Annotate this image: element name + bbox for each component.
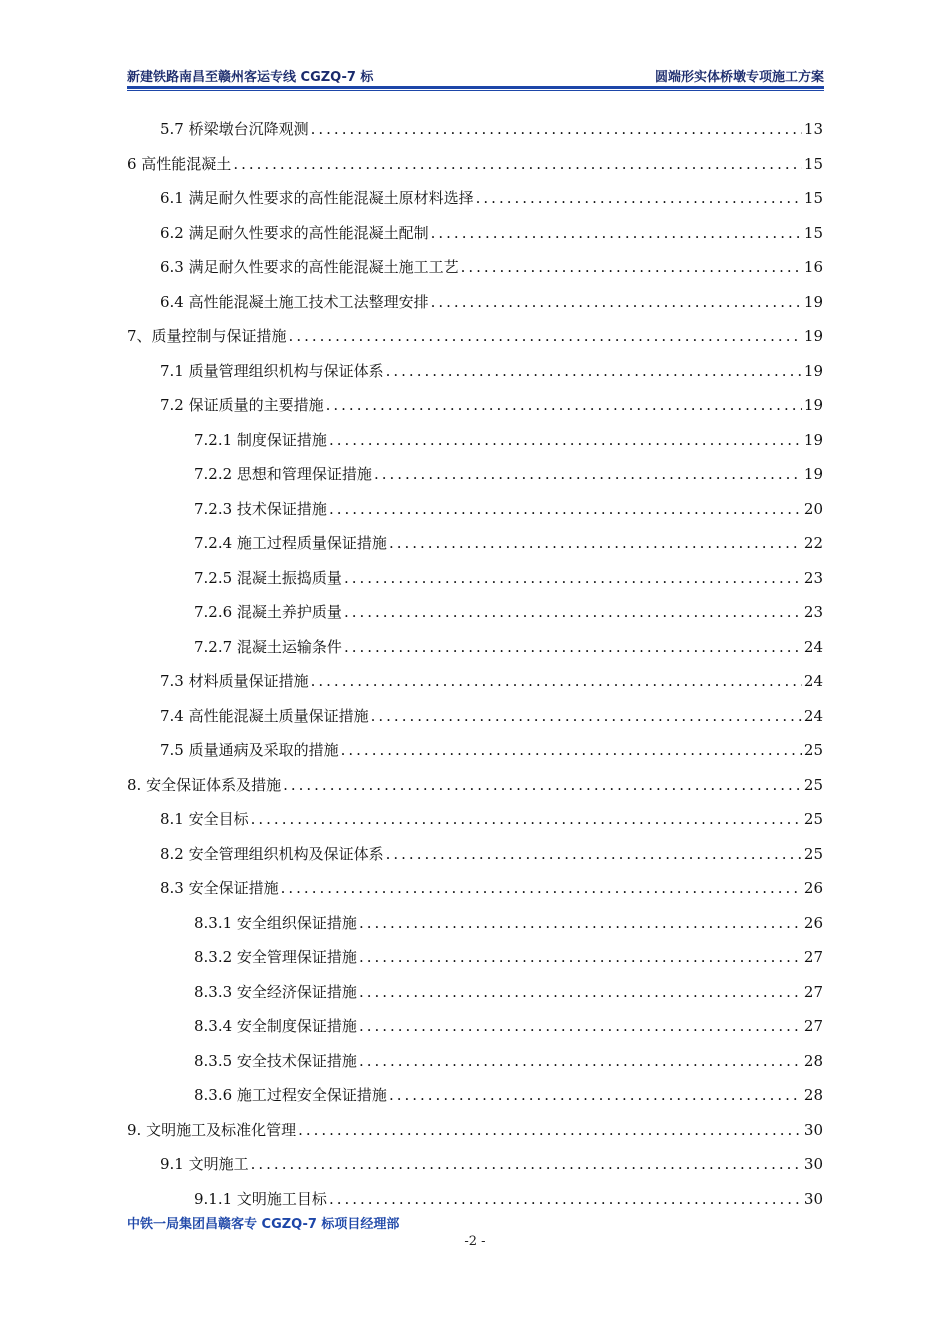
toc-entry-page: 19 bbox=[803, 292, 823, 311]
toc-entry-page: 27 bbox=[803, 948, 823, 966]
toc-entry[interactable] bbox=[127, 1119, 823, 1141]
toc-dot-leader bbox=[359, 912, 802, 934]
toc-dot-leader bbox=[476, 187, 802, 209]
toc-entry[interactable] bbox=[160, 187, 823, 209]
toc-dot-leader bbox=[359, 1015, 802, 1037]
toc-dot-leader bbox=[386, 843, 802, 865]
toc-entry[interactable] bbox=[194, 1050, 823, 1072]
toc-dot-leader bbox=[461, 256, 802, 278]
toc-dot-leader bbox=[359, 1050, 802, 1072]
toc-entry-page: 28 bbox=[803, 1086, 823, 1104]
toc-dot-leader bbox=[251, 1153, 802, 1175]
toc-entry-title: 7.2.1 制度保证措施 bbox=[194, 430, 327, 449]
toc-dot-leader bbox=[359, 981, 802, 1003]
toc-entry-page: 19 bbox=[803, 361, 823, 380]
toc-dot-leader bbox=[281, 877, 802, 899]
toc-entry-page: 23 bbox=[803, 568, 823, 587]
toc-entry[interactable] bbox=[194, 912, 823, 934]
toc-entry-title: 7.2.7 混凝土运输条件 bbox=[194, 637, 342, 656]
toc-entry[interactable] bbox=[160, 291, 823, 313]
toc-entry-page: 28 bbox=[803, 1051, 823, 1070]
toc-entry-title: 5.7 桥梁墩台沉降观测 bbox=[160, 120, 309, 138]
toc-entry[interactable] bbox=[194, 498, 823, 520]
toc-entry-page: 27 bbox=[803, 1017, 823, 1035]
toc-entry-title: 6.1 满足耐久性要求的高性能混凝土原材料选择 bbox=[160, 189, 474, 207]
toc-entry-title: 8.3 安全保证措施 bbox=[160, 879, 279, 897]
toc-dot-leader bbox=[329, 498, 802, 520]
toc-entry-title: 8.3.2 安全管理保证措施 bbox=[194, 948, 357, 966]
toc-entry-title: 8.3.3 安全经济保证措施 bbox=[194, 982, 357, 1001]
toc-entry[interactable] bbox=[194, 946, 823, 968]
toc-entry[interactable] bbox=[127, 153, 823, 175]
toc-entry[interactable] bbox=[160, 739, 823, 761]
toc-entry-title: 7.2.6 混凝土养护质量 bbox=[194, 603, 342, 621]
toc-entry[interactable] bbox=[194, 1188, 823, 1210]
toc-entry[interactable] bbox=[194, 981, 823, 1003]
toc-entry[interactable] bbox=[160, 118, 823, 140]
toc-entry-page: 22 bbox=[803, 534, 823, 552]
toc-dot-leader bbox=[329, 429, 802, 451]
toc-entry-page: 27 bbox=[803, 982, 823, 1001]
toc-entry[interactable] bbox=[127, 774, 823, 796]
toc-dot-leader bbox=[344, 567, 802, 589]
header-rule bbox=[127, 86, 824, 89]
toc-entry-page: 30 bbox=[803, 1189, 823, 1208]
toc-entry[interactable] bbox=[194, 532, 823, 554]
toc-entry[interactable] bbox=[160, 705, 823, 727]
footer-organization: 中铁一局集团昌赣客专 CGZQ-7 标项目经理部 bbox=[127, 1217, 400, 1232]
toc-dot-leader bbox=[386, 360, 802, 382]
toc-dot-leader bbox=[389, 532, 802, 554]
toc-entry-page: 19 bbox=[803, 430, 823, 449]
toc-dot-leader bbox=[251, 808, 802, 830]
toc-dot-leader bbox=[374, 463, 802, 485]
toc-entry-title: 7.2 保证质量的主要措施 bbox=[160, 396, 324, 414]
toc-entry[interactable] bbox=[160, 222, 823, 244]
toc-entry[interactable] bbox=[160, 360, 823, 382]
toc-entry[interactable] bbox=[160, 394, 823, 416]
toc-dot-leader bbox=[344, 636, 802, 658]
toc-entry[interactable] bbox=[194, 463, 823, 485]
toc-entry-title: 8.2 安全管理组织机构及保证体系 bbox=[160, 844, 384, 863]
toc-entry-title: 7.2.4 施工过程质量保证措施 bbox=[194, 534, 387, 552]
toc-dot-leader bbox=[371, 705, 802, 727]
toc-entry[interactable] bbox=[160, 877, 823, 899]
toc-entry[interactable] bbox=[160, 670, 823, 692]
toc-entry[interactable] bbox=[160, 1153, 823, 1175]
header-project-title: 新建铁路南昌至赣州客运专线 CGZQ-7 标 bbox=[127, 70, 374, 85]
toc-dot-leader bbox=[344, 601, 802, 623]
toc-entry[interactable] bbox=[160, 843, 823, 865]
toc-dot-leader bbox=[311, 670, 802, 692]
header-rule-thin bbox=[127, 90, 824, 91]
toc-dot-leader bbox=[326, 394, 802, 416]
toc-entry-page: 13 bbox=[803, 120, 823, 138]
toc-entry[interactable] bbox=[160, 256, 823, 278]
toc-entry-page: 25 bbox=[803, 844, 823, 863]
toc-dot-leader bbox=[329, 1188, 802, 1210]
toc-dot-leader bbox=[431, 222, 802, 244]
toc-entry-title: 6 高性能混凝土 bbox=[127, 154, 232, 173]
toc-entry-title: 8.3.5 安全技术保证措施 bbox=[194, 1051, 357, 1070]
toc-entry-title: 9. 文明施工及标准化管理 bbox=[127, 1120, 297, 1139]
toc-entry[interactable] bbox=[194, 429, 823, 451]
toc-entry-page: 19 bbox=[803, 465, 823, 483]
toc-entry-title: 7.3 材料质量保证措施 bbox=[160, 672, 309, 690]
toc-entry-page: 24 bbox=[803, 637, 823, 656]
toc-entry-title: 7.1 质量管理组织机构与保证体系 bbox=[160, 361, 384, 380]
toc-entry-page: 23 bbox=[803, 603, 823, 621]
toc-entry-title: 7.4 高性能混凝土质量保证措施 bbox=[160, 706, 369, 725]
toc-entry-title: 9.1 文明施工 bbox=[160, 1155, 249, 1173]
toc-dot-leader bbox=[311, 118, 802, 140]
toc-entry[interactable] bbox=[194, 1084, 823, 1106]
toc-entry-title: 7.2.2 思想和管理保证措施 bbox=[194, 465, 372, 483]
toc-entry-title: 8. 安全保证体系及措施 bbox=[127, 775, 282, 794]
toc-entry-title: 8.3.6 施工过程安全保证措施 bbox=[194, 1086, 387, 1104]
toc-entry-page: 20 bbox=[803, 499, 823, 518]
toc-entry-title: 6.3 满足耐久性要求的高性能混凝土施工工艺 bbox=[160, 258, 459, 276]
toc-entry-page: 24 bbox=[803, 672, 823, 690]
toc-entry[interactable] bbox=[127, 325, 823, 347]
toc-dot-leader bbox=[389, 1084, 802, 1106]
toc-entry-page: 30 bbox=[803, 1120, 823, 1139]
toc-entry-page: 24 bbox=[803, 706, 823, 725]
toc-entry-title: 6.4 高性能混凝土施工技术工法整理安排 bbox=[160, 292, 429, 311]
toc-entry-title: 7.5 质量通病及采取的措施 bbox=[160, 741, 339, 759]
toc-entry[interactable] bbox=[194, 1015, 823, 1037]
toc-entry-page: 19 bbox=[803, 396, 823, 414]
toc-entry-page: 15 bbox=[803, 223, 823, 242]
toc-dot-leader bbox=[431, 291, 802, 313]
toc-entry-page: 30 bbox=[803, 1155, 823, 1173]
toc-entry-page: 25 bbox=[803, 741, 823, 759]
toc-entry-title: 8.3.1 安全组织保证措施 bbox=[194, 913, 357, 932]
toc-dot-leader bbox=[233, 153, 802, 175]
toc-entry-title: 8.1 安全目标 bbox=[160, 810, 249, 828]
toc-dot-leader bbox=[341, 739, 802, 761]
toc-entry-page: 25 bbox=[803, 810, 823, 828]
toc-entry-title: 8.3.4 安全制度保证措施 bbox=[194, 1017, 357, 1035]
toc-entry[interactable] bbox=[160, 808, 823, 830]
header-document-title: 圆端形实体桥墩专项施工方案 bbox=[654, 70, 824, 85]
toc-dot-leader bbox=[289, 325, 802, 347]
toc-entry[interactable] bbox=[194, 601, 823, 623]
toc-entry-page: 16 bbox=[803, 258, 823, 276]
toc-entry-page: 15 bbox=[803, 154, 823, 173]
toc-dot-leader bbox=[298, 1119, 802, 1141]
toc-entry[interactable] bbox=[194, 636, 823, 658]
toc-dot-leader bbox=[359, 946, 802, 968]
toc-entry-page: 26 bbox=[803, 913, 823, 932]
toc-entry-title: 7.2.5 混凝土振捣质量 bbox=[194, 568, 342, 587]
page-header bbox=[127, 64, 824, 86]
toc-entry-page: 19 bbox=[803, 327, 823, 345]
toc-entry-title: 9.1.1 文明施工目标 bbox=[194, 1189, 327, 1208]
toc-entry-page: 15 bbox=[803, 189, 823, 207]
toc-entry-title: 7.2.3 技术保证措施 bbox=[194, 499, 327, 518]
toc-entry[interactable] bbox=[194, 567, 823, 589]
toc-dot-leader bbox=[283, 774, 802, 796]
toc-entry-page: 25 bbox=[803, 775, 823, 794]
toc-entry-title: 6.2 满足耐久性要求的高性能混凝土配制 bbox=[160, 223, 429, 242]
toc-entry-page: 26 bbox=[803, 879, 823, 897]
footer-page-number: -2 - bbox=[464, 1234, 486, 1249]
toc-entry-title: 7、质量控制与保证措施 bbox=[127, 327, 287, 345]
